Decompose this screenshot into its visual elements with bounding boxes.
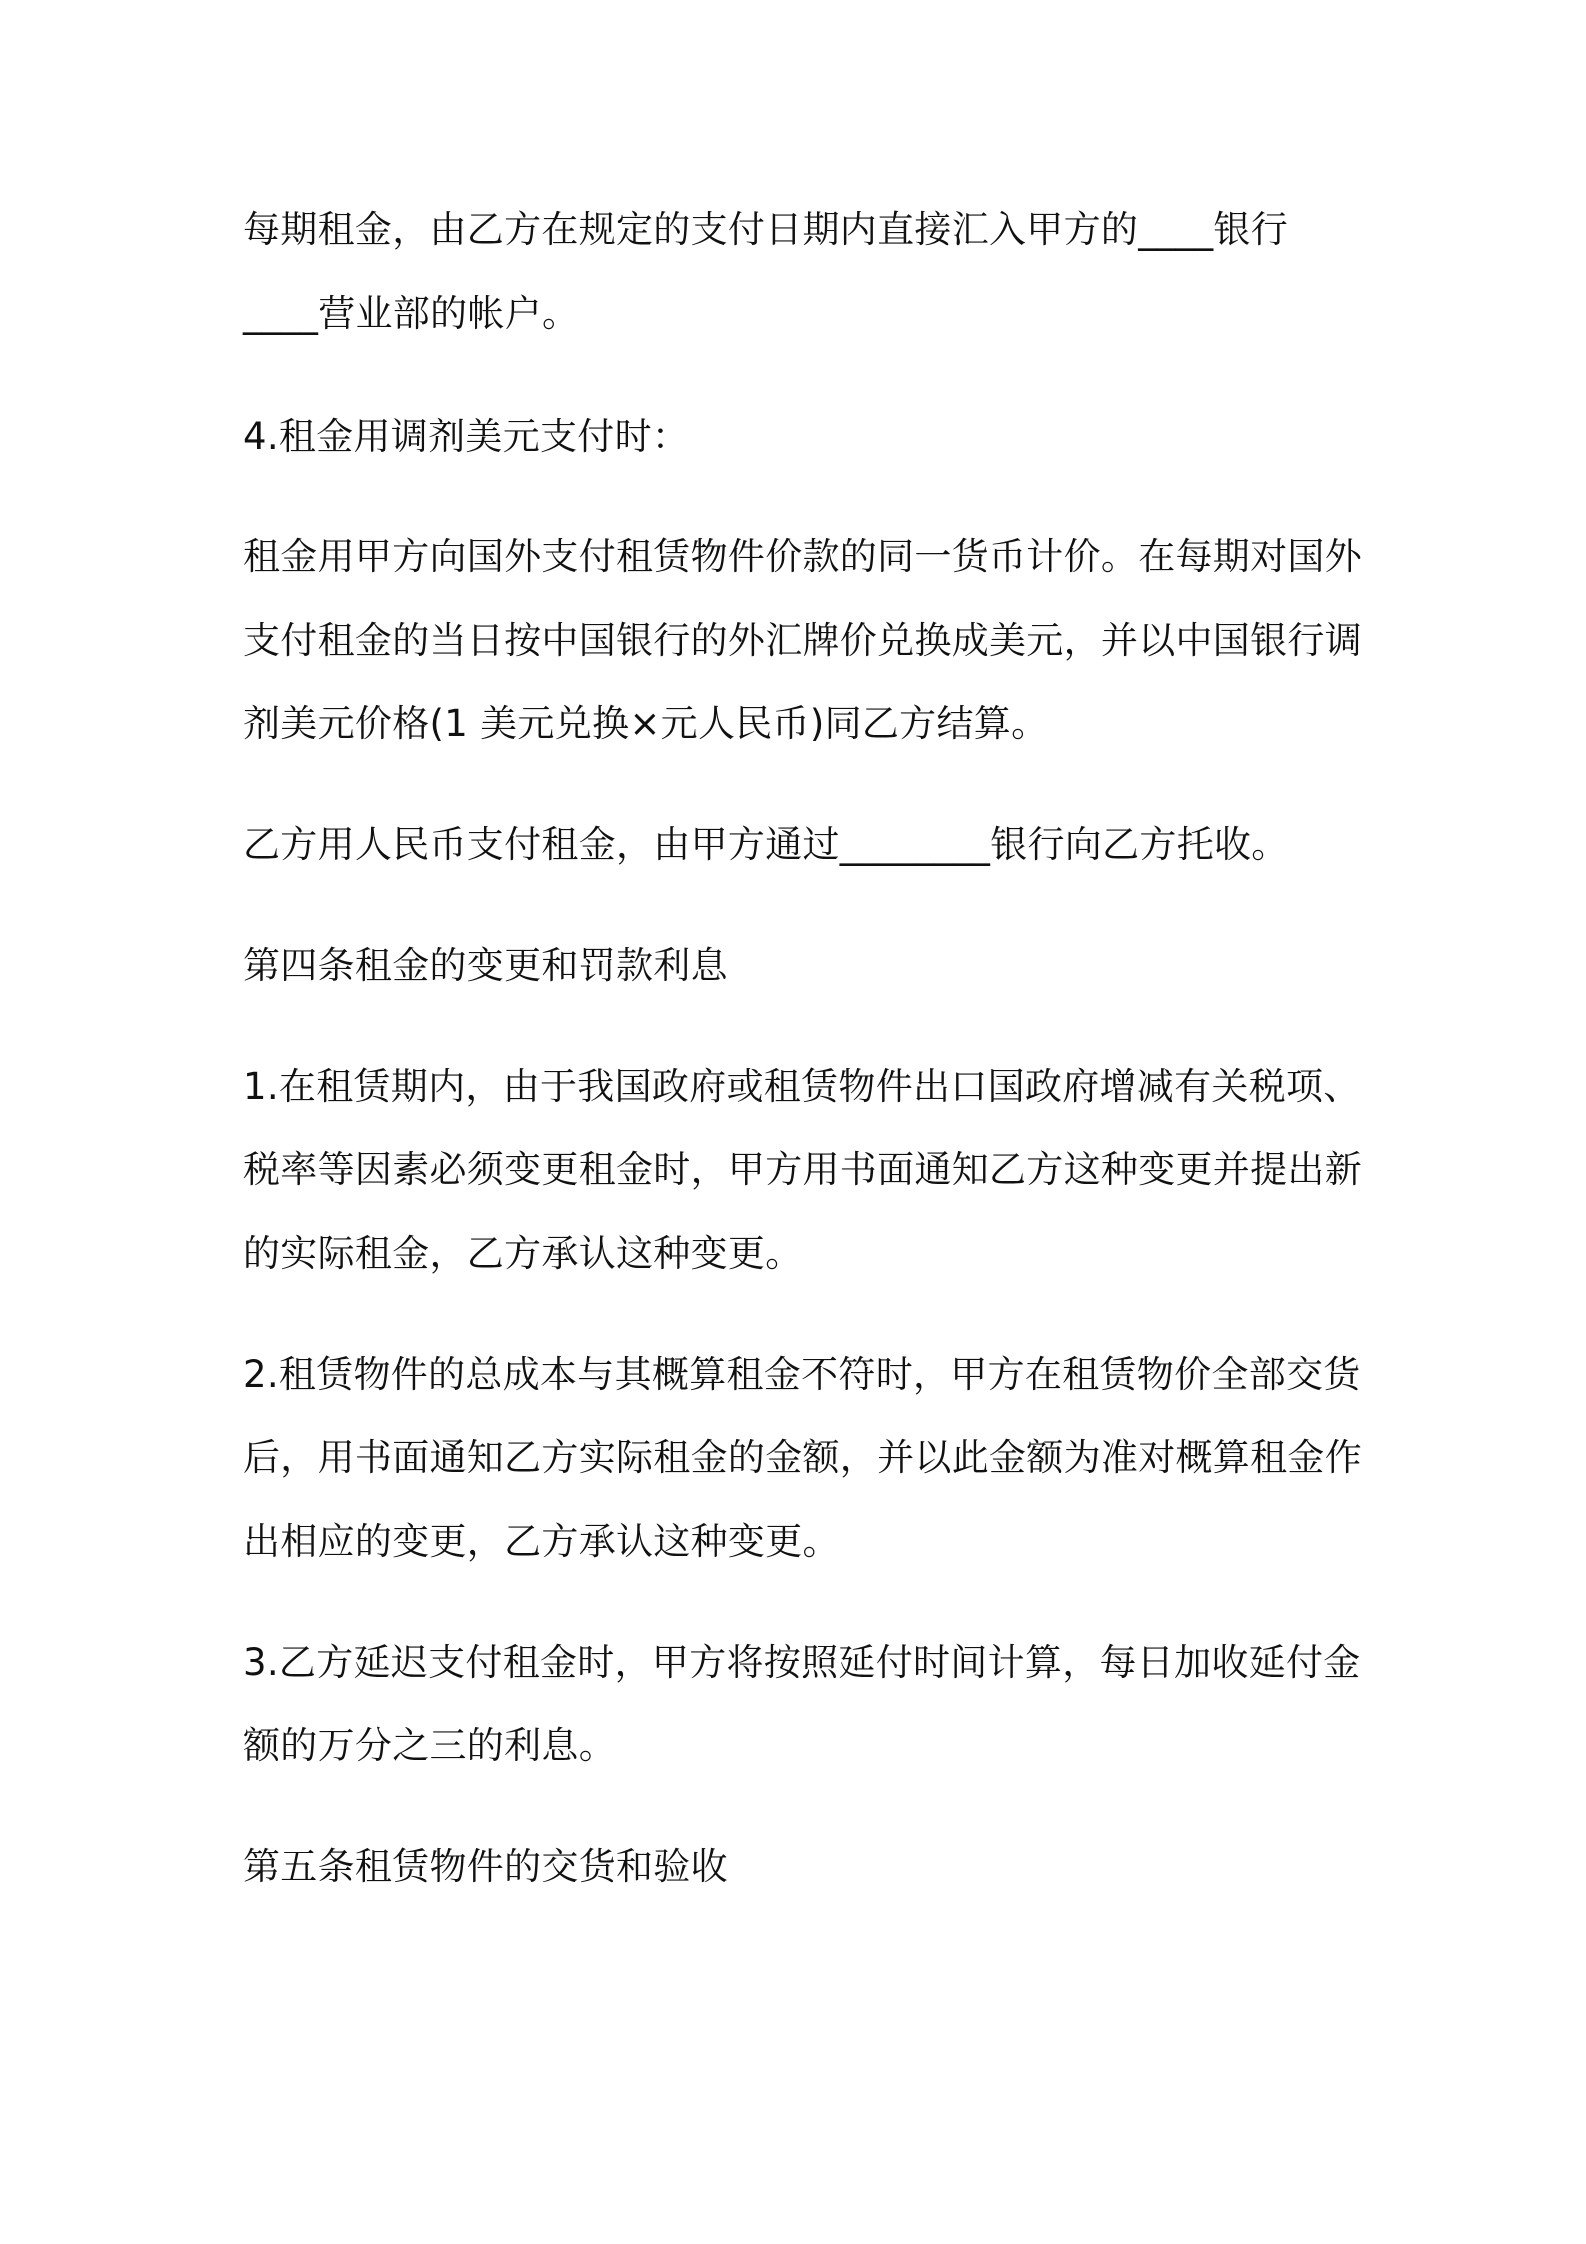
text-line: 税率等因素必须变更租金时，甲方用书面通知乙方这种变更并提出新 — [243, 1148, 1362, 1191]
text-line: 2.租赁物件的总成本与其概算租金不符时，甲方在租赁物价全部交货 — [243, 1353, 1361, 1396]
text-line: 1.在租赁期内，由于我国政府或租赁物件出口国政府增减有关税项、 — [243, 1065, 1361, 1108]
text-line: 3.乙方延迟支付租金时，甲方将按照延付时间计算，每日加收延付金 — [243, 1641, 1361, 1684]
text-line: ____营业部的帐户。 — [243, 292, 580, 335]
text-line: 剂美元价格(1 美元兑换×元人民币)同乙方结算。 — [243, 702, 1049, 745]
text-line: 支付租金的当日按中国银行的外汇牌价兑换成美元，并以中国银行调 — [243, 619, 1362, 662]
text-line: 乙方用人民币支付租金，由甲方通过________银行向乙方托收。 — [243, 823, 1289, 866]
text-line: 后，用书面通知乙方实际租金的金额，并以此金额为准对概算租金作 — [243, 1436, 1362, 1479]
text-line: 额的万分之三的利息。 — [243, 1724, 616, 1767]
text-line: 每期租金，由乙方在规定的支付日期内直接汇入甲方的____银行 — [243, 208, 1288, 251]
section-heading: 第五条租赁物件的交货和验收 — [243, 1845, 728, 1888]
text-line: 租金用甲方向国外支付租赁物件价款的同一货币计价。在每期对国外 — [243, 535, 1362, 578]
text-line: 出相应的变更，乙方承认这种变更。 — [243, 1520, 840, 1563]
section-heading: 第四条租金的变更和罚款利息 — [243, 944, 728, 987]
text-line: 的实际租金，乙方承认这种变更。 — [243, 1232, 803, 1275]
text-line: 4.租金用调剂美元支付时： — [243, 415, 690, 458]
